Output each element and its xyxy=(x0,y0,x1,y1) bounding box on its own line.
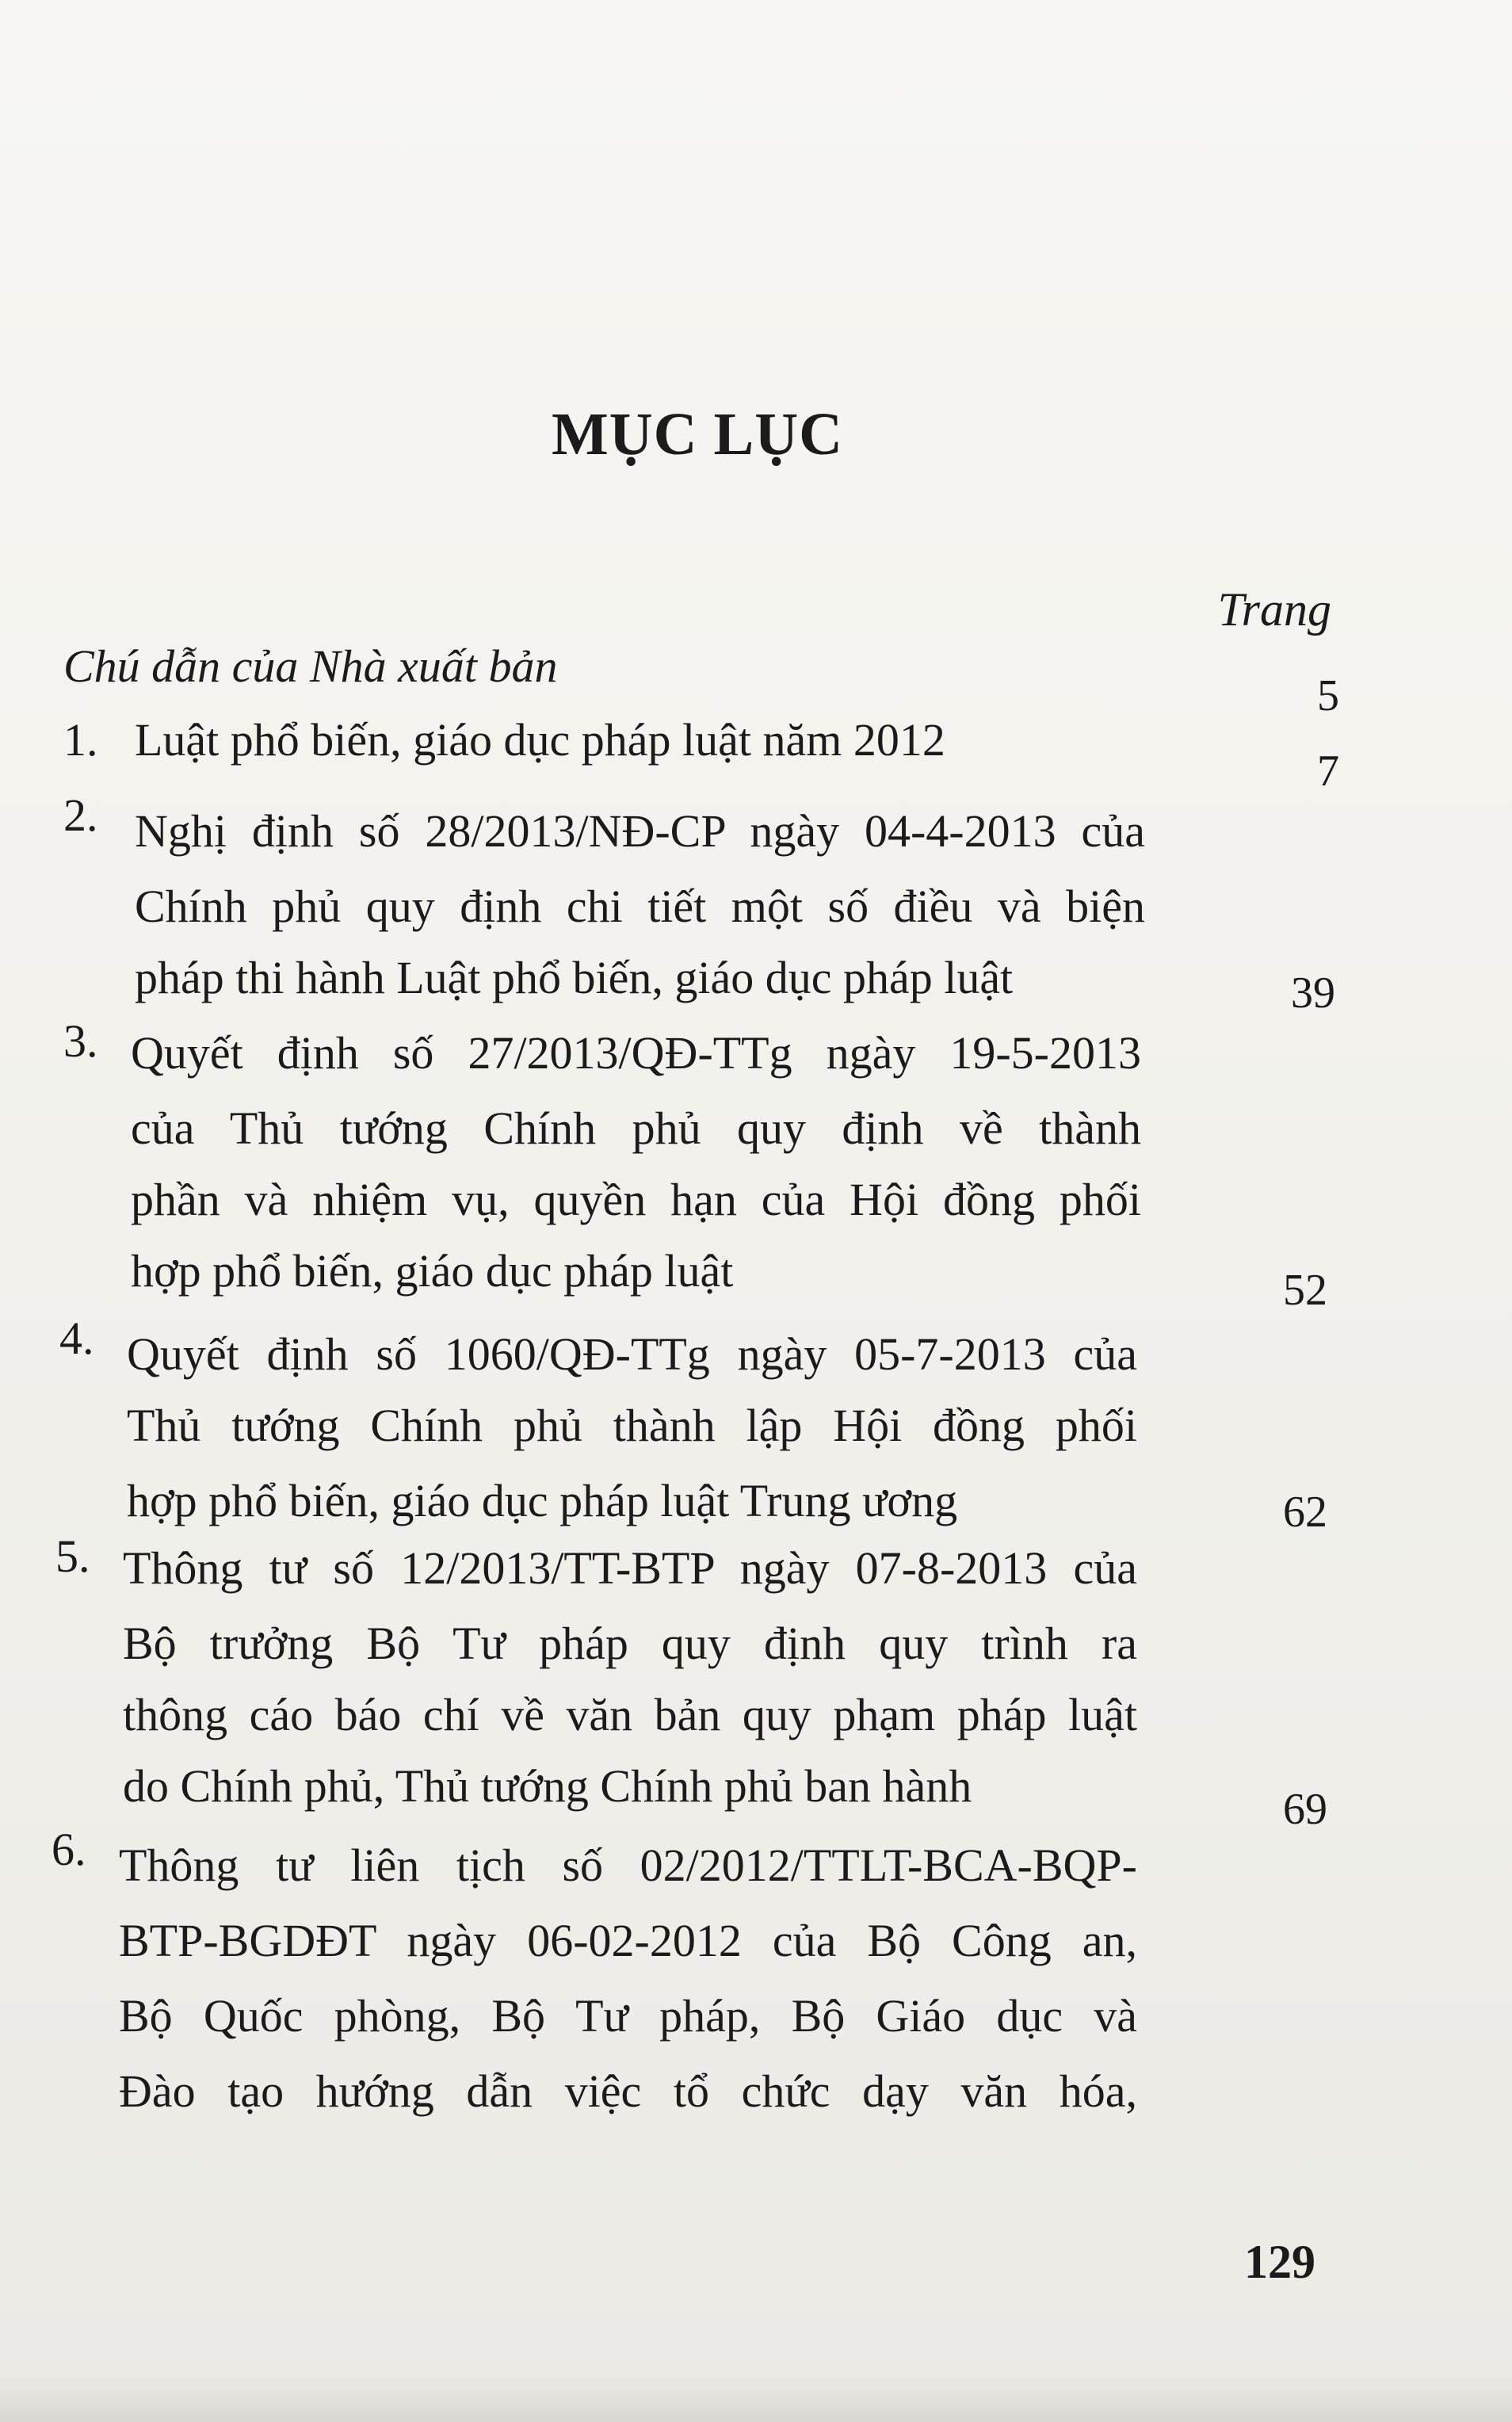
toc-entry-line: hợp phổ biến, giáo dục pháp luật xyxy=(131,1245,734,1297)
toc-entry-line: Luật phổ biến, giáo dục pháp luật năm 2012 xyxy=(135,714,945,766)
toc-entry-page: 52 xyxy=(1283,1266,1327,1315)
toc-entry-line: thông cáo báo chí về văn bản quy phạm pháp luật xyxy=(123,1689,1137,1740)
toc-entry-line: Thông tư số 12/2013/TT-BTP ngày 07-8-2013 của xyxy=(123,1542,1137,1594)
toc-entry-line: Thông tư liên tịch số 02/2012/TTLT-BCA-BQP- xyxy=(119,1839,1137,1891)
toc-entry-line: Bộ Quốc phòng, Bộ Tư pháp, Bộ Giáo dục và xyxy=(119,1990,1137,2042)
toc-entry-line: BTP-BGDĐT ngày 06-02-2012 của Bộ Công an, xyxy=(119,1915,1137,1966)
toc-entry-page: 7 xyxy=(1317,747,1339,796)
toc-entry-page: 69 xyxy=(1283,1785,1327,1834)
toc-entry-line: do Chính phủ, Thủ tướng Chính phủ ban hành xyxy=(123,1760,972,1812)
toc-entry-line: Bộ trưởng Bộ Tư pháp quy định quy trình ra xyxy=(123,1618,1137,1669)
toc-entry-line: Quyết định số 1060/QĐ-TTg ngày 05-7-2013 của xyxy=(127,1328,1137,1380)
toc-entry-number: 3. xyxy=(63,1015,98,1067)
toc-entry-line: Nghị định số 28/2013/NĐ-CP ngày 04-4-2013 của xyxy=(135,805,1145,857)
toc-entry-line: Đào tạo hướng dẫn việc tổ chức dạy văn hóa, xyxy=(119,2065,1137,2117)
toc-entry-line: của Thủ tướng Chính phủ quy định về thành xyxy=(131,1102,1141,1154)
toc-entry-number: 4. xyxy=(59,1312,94,1364)
page-number: 129 xyxy=(1244,2236,1315,2288)
toc-entry-line: Chính phủ quy định chi tiết một số điều và biện xyxy=(135,881,1145,932)
toc-entry-line: hợp phổ biến, giáo dục pháp luật Trung ương xyxy=(127,1475,958,1526)
page-title: MỤC LỤC xyxy=(552,401,843,468)
toc-entry-line: Quyết định số 27/2013/QĐ-TTg ngày 19-5-2013 xyxy=(131,1027,1141,1079)
toc-entry-line: Thủ tướng Chính phủ thành lập Hội đồng phối xyxy=(127,1400,1137,1451)
toc-intro-text: Chú dẫn của Nhà xuất bản xyxy=(63,640,558,692)
toc-entry-line: phần và nhiệm vụ, quyền hạn của Hội đồng phối xyxy=(131,1174,1141,1225)
toc-entry-number: 5. xyxy=(55,1530,90,1582)
toc-entry-number: 6. xyxy=(52,1824,86,1875)
toc-entry-number: 2. xyxy=(63,789,98,841)
toc-intro-page: 5 xyxy=(1317,671,1339,720)
page-edge-shadow xyxy=(0,2374,1512,2422)
toc-entry-line: pháp thi hành Luật phổ biến, giáo dục pháp luật xyxy=(135,952,1014,1003)
toc-entry-page: 39 xyxy=(1291,968,1335,1018)
toc-entry-number: 1. xyxy=(63,714,98,766)
toc-entry-page: 62 xyxy=(1283,1488,1327,1537)
page-column-header: Trang xyxy=(1217,583,1331,636)
